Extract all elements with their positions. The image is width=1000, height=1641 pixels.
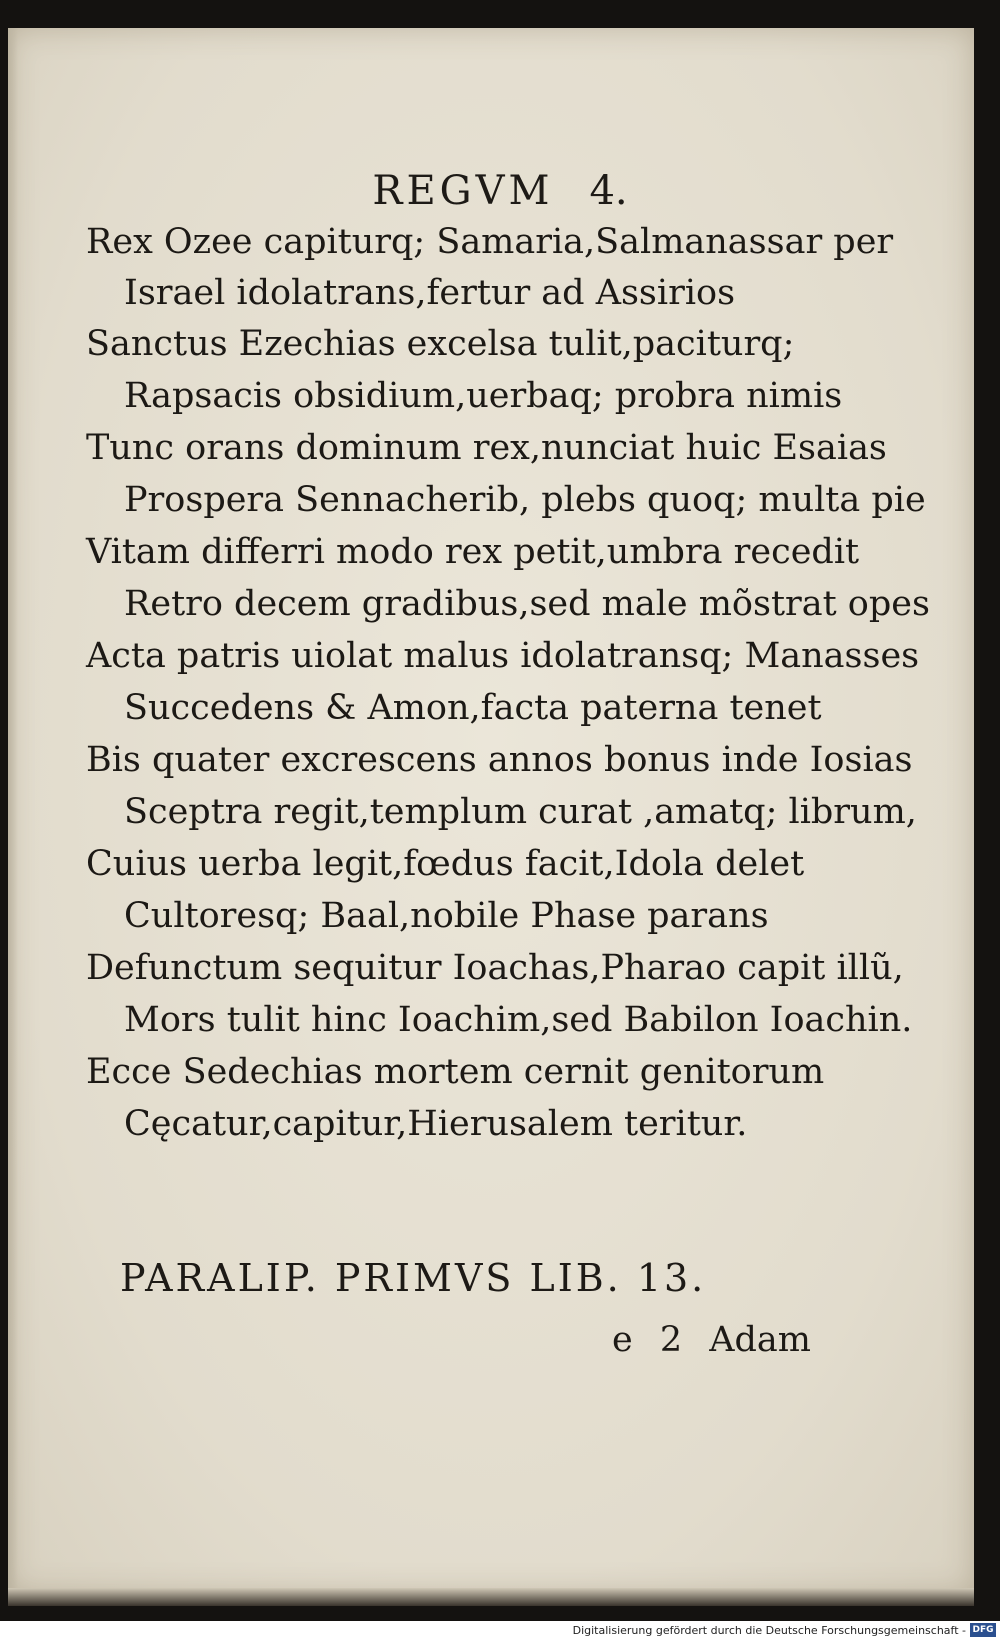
verse-line-4: Rapsacis obsidium,uerbaq; probra nimis [124, 376, 843, 416]
verse-line-9: Acta patris uiolat malus idolatransq; Manasses [86, 636, 920, 676]
verse-line-15: Defunctum sequitur Ioachas,Pharao capit illũ, [86, 948, 904, 988]
verse-line-13: Cuius uerba legit,fœdus facit,Idola delet [86, 844, 805, 884]
page-number: 4. [589, 168, 628, 214]
section-title: PARALIP. PRIMVS LIB. 13. [120, 1256, 707, 1300]
verse-line-3: Sanctus Ezechias excelsa tulit,paciturq; [86, 324, 795, 364]
verse-line-8: Retro decem gradibus,sed male mõstrat opes [124, 584, 930, 624]
catchword: e 2 Adam [612, 1320, 811, 1360]
verse-line-2: Israel idolatrans,fertur ad Assirios [124, 273, 736, 313]
running-header [0, 168, 1000, 214]
verse-line-11: Bis quater excrescens annos bonus inde Iosias [86, 740, 913, 780]
verse-line-18: Cęcatur,capitur,Hierusalem teritur. [124, 1104, 748, 1144]
verse-line-5: Tunc orans dominum rex,nunciat huic Esaias [86, 428, 887, 468]
page-bottom-edge [8, 1588, 974, 1606]
digitization-credit: Digitalisierung gefördert durch die Deutsche Forschungsgemeinschaft - [572, 1624, 966, 1637]
verse-line-12: Sceptra regit,templum curat ,amatq; librum, [124, 792, 917, 832]
verse-line-6: Prospera Sennacherib, plebs quoq; multa pie [124, 480, 926, 520]
dfg-logo: DFG [970, 1623, 996, 1637]
verse-line-14: Cultoresq; Baal,nobile Phase parans [124, 896, 769, 936]
verse-line-10: Succedens & Amon,facta paterna tenet [124, 688, 822, 728]
verse-line-17: Ecce Sedechias mortem cernit genitorum [86, 1052, 825, 1092]
verse-line-7: Vitam differri modo rex petit,umbra recedit [86, 532, 860, 572]
running-title: REGVM [372, 168, 554, 214]
verse-line-1: Rex Ozee capiturq; Samaria,Salmanassar per [86, 222, 894, 262]
verse-line-16: Mors tulit hinc Ioachim,sed Babilon Ioachin. [124, 1000, 913, 1040]
